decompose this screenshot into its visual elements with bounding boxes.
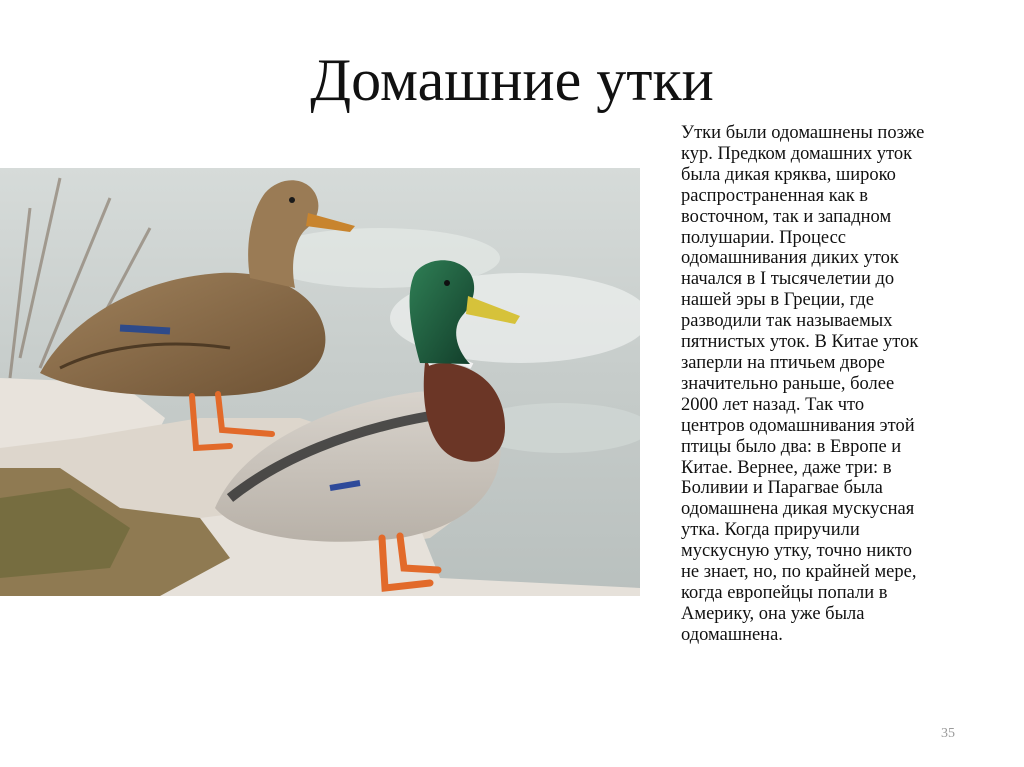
ducks-photo	[0, 168, 640, 596]
page-number: 35	[941, 726, 955, 741]
slide-body-text: Утки были одомашнены позже кур. Предком домашних уток была дикая кряква, широко распространенная как в восточном, так и западном полушарии. Процесс одомашнивания диких уток начался в I тысячелетии до нашей эры в Греции, где разводили так называемых пятнистых уток. В Китае уток заперли на птичьем дворе значительно раньше, более 2000 лет назад. Так что центров одомашнивания этой птицы было два: в Европе и Китае. Вернее, даже три: в Боливии и Парагвае была одомашнена дикая мускусная утка. Когда приручили мускусную утку, точно никто не знает, но, по крайней мере, когда европейцы попали в Америку, она уже была одомашнена.	[681, 123, 925, 645]
slide-title: Домашние утки	[310, 47, 714, 113]
